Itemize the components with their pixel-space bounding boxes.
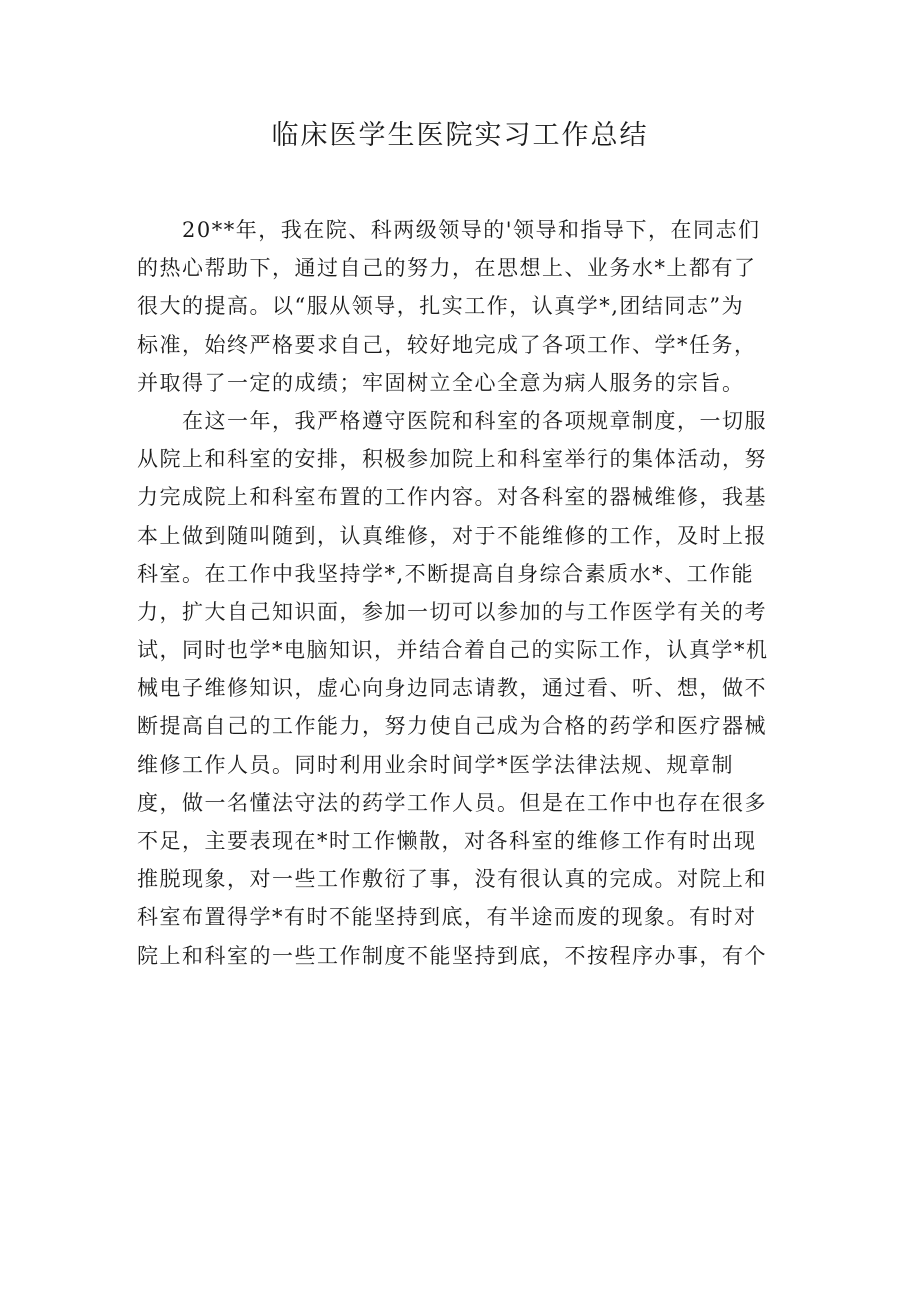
paragraph-2-line-14: 科室布置得学*有时不能坚持到底，有半途而废的现象。有时对 <box>137 905 757 930</box>
paragraph-1-line-2: 的热心帮助下，通过自己的努力，在思想上、业务水*上都有了 <box>137 256 757 281</box>
paragraph-1-line-1: 20**年，我在院、科两级领导的'领导和指导下，在同志们 <box>182 218 761 242</box>
paragraph-2-line-3: 力完成院上和科室布置的工作内容。对各科室的器械维修，我基 <box>137 485 767 510</box>
paragraph-2-line-9: 断提高自己的工作能力，努力使自己成为合格的药学和医疗器械 <box>137 714 767 739</box>
document-body <box>137 211 797 975</box>
paragraph-2-line-11: 度，做一名懂法守法的药学工作人员。但是在工作中也存在很多 <box>137 790 767 815</box>
paragraph-2-line-4: 本上做到随叫随到，认真维修，对于不能维修的工作，及时上报 <box>137 523 767 548</box>
paragraph-2-line-6: 力，扩大自己知识面，参加一切可以参加的与工作医学有关的考 <box>137 599 767 624</box>
paragraph-2-line-1: 在这一年，我严格遵守医院和科室的各项规章制度，一切服 <box>182 408 767 433</box>
paragraph-1-line-5: 并取得了一定的成绩；牢固树立全心全意为病人服务的宗旨。 <box>137 370 745 395</box>
paragraph-2-line-5: 科室。在工作中我坚持学*,不断提高自身综合素质水*、工作能 <box>137 561 755 586</box>
paragraph-2-line-12: 不足，主要表现在*时工作懒散，对各科室的维修工作有时出现 <box>137 829 757 853</box>
paragraph-2-line-8: 械电子维修知识，虚心向身边同志请教，通过看、听、想，做不 <box>137 676 767 701</box>
paragraph-2-line-7: 试，同时也学*电脑知识，并结合着自己的实际工作，认真学*机 <box>137 638 769 663</box>
paragraph-1-line-4: 标准，始终严格要求自己，较好地完成了各项工作、学*任务， <box>137 332 757 357</box>
paragraph-2-line-10: 维修工作人员。同时利用业余时间学*医学法律法规、规章制 <box>137 752 734 777</box>
document-title: 临床医学生医院实习工作总结 <box>271 120 649 151</box>
paragraph-2-line-2: 从院上和科室的安排，积极参加院上和科室举行的集体活动，努 <box>137 447 767 472</box>
paragraph-2-line-13: 推脱现象，对一些工作敷衍了事，没有很认真的完成。对院上和 <box>137 867 767 892</box>
paragraph-2-line-15: 院上和科室的一些工作制度不能坚持到底，不按程序办事，有个 <box>137 943 767 968</box>
paragraph-1-line-3: 很大的提高。以“服从领导，扎实工作，认真学*,团结同志”为 <box>137 294 745 319</box>
